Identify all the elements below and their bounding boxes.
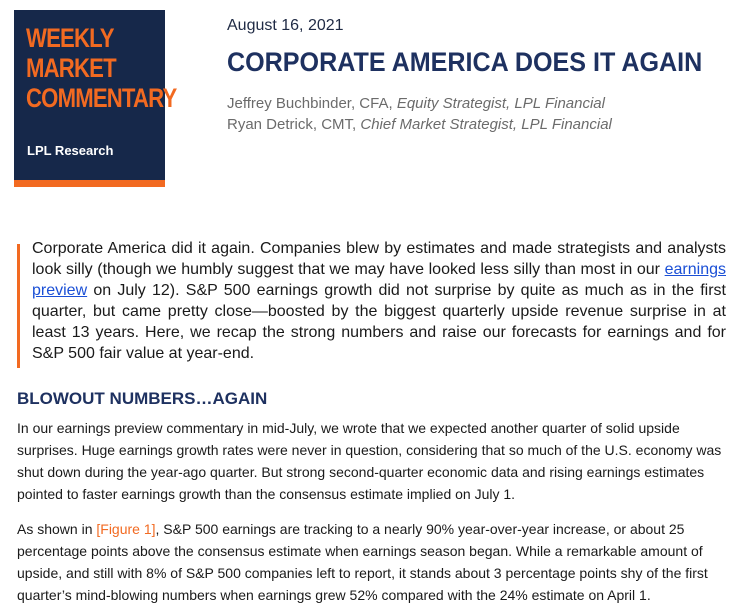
figure-1-reference[interactable]: [Figure 1] xyxy=(96,521,156,537)
paragraph-2-end: , S&P 500 earnings are tracking to a nearly 90% year-over-year increase, or about 25 percentage points above the consensus estimate when earnings season began. While a remarkable amount of upside, and still with 8% of S&P 500 companies left to report, it stands about 3 percentage points shy of the first quarter’s mind-blowing numbers when earnings grew 52% compared with the 24% estimate on April 1. xyxy=(17,521,708,603)
paragraph-2-start: As shown in xyxy=(17,521,97,537)
badge-title-line-3: COMMENTARY xyxy=(26,83,177,113)
intro-accent-bar xyxy=(17,244,20,368)
badge-subtitle: LPL Research xyxy=(27,143,114,158)
author-role: Chief Market Strategist, LPL Financial xyxy=(360,116,612,133)
intro-text-end: on July 12). S&P 500 earnings growth did not surprise by quite as much as in the first quarter, but came pretty close—boosted by the biggest quarterly upside revenue surprise in at least 13 years. Here, we recap the strong numbers and raise our forecasts for earnings and for S&P 500 fair value at year-end. xyxy=(32,282,726,362)
badge-title-line-2: MARKET xyxy=(26,53,116,83)
author-line xyxy=(227,114,612,135)
weekly-market-commentary-badge xyxy=(14,10,177,187)
intro-text-start: Corporate America did it again. Companies blew by estimates and made strategists and analysts look silly (though we humbly suggest that we may have looked less silly than most in our xyxy=(32,240,726,278)
section-heading: BLOWOUT NUMBERS…AGAIN xyxy=(17,389,268,408)
author-role: Equity Strategist, LPL Financial xyxy=(396,95,605,112)
publication-date: August 16, 2021 xyxy=(227,17,344,34)
badge-title-line-1: WEEKLY xyxy=(26,23,114,53)
body-paragraph-2 xyxy=(17,518,729,606)
earnings-preview-link[interactable]: earnings preview xyxy=(32,261,726,299)
intro-paragraph xyxy=(32,238,726,364)
body-paragraph-1: In our earnings preview commentary in mid-July, we wrote that we expected another quarter of solid upside surprises. Huge earnings growth rates were never in question, considering that so much of the U.S. economy was shut down during the year-ago quarter. But strong second-quarter economic data and rising earnings estimates pointed to faster earnings growth than the consensus estimate implied on July 1. xyxy=(17,420,722,502)
page-title: CORPORATE AMERICA DOES IT AGAIN xyxy=(227,47,703,77)
author-list xyxy=(227,93,612,135)
badge-title xyxy=(26,23,176,113)
author-name: Ryan Detrick, CMT, xyxy=(227,116,361,133)
badge-orange-stripe xyxy=(14,180,165,187)
author-line xyxy=(227,93,612,114)
author-name: Jeffrey Buchbinder, CFA, xyxy=(227,95,397,112)
